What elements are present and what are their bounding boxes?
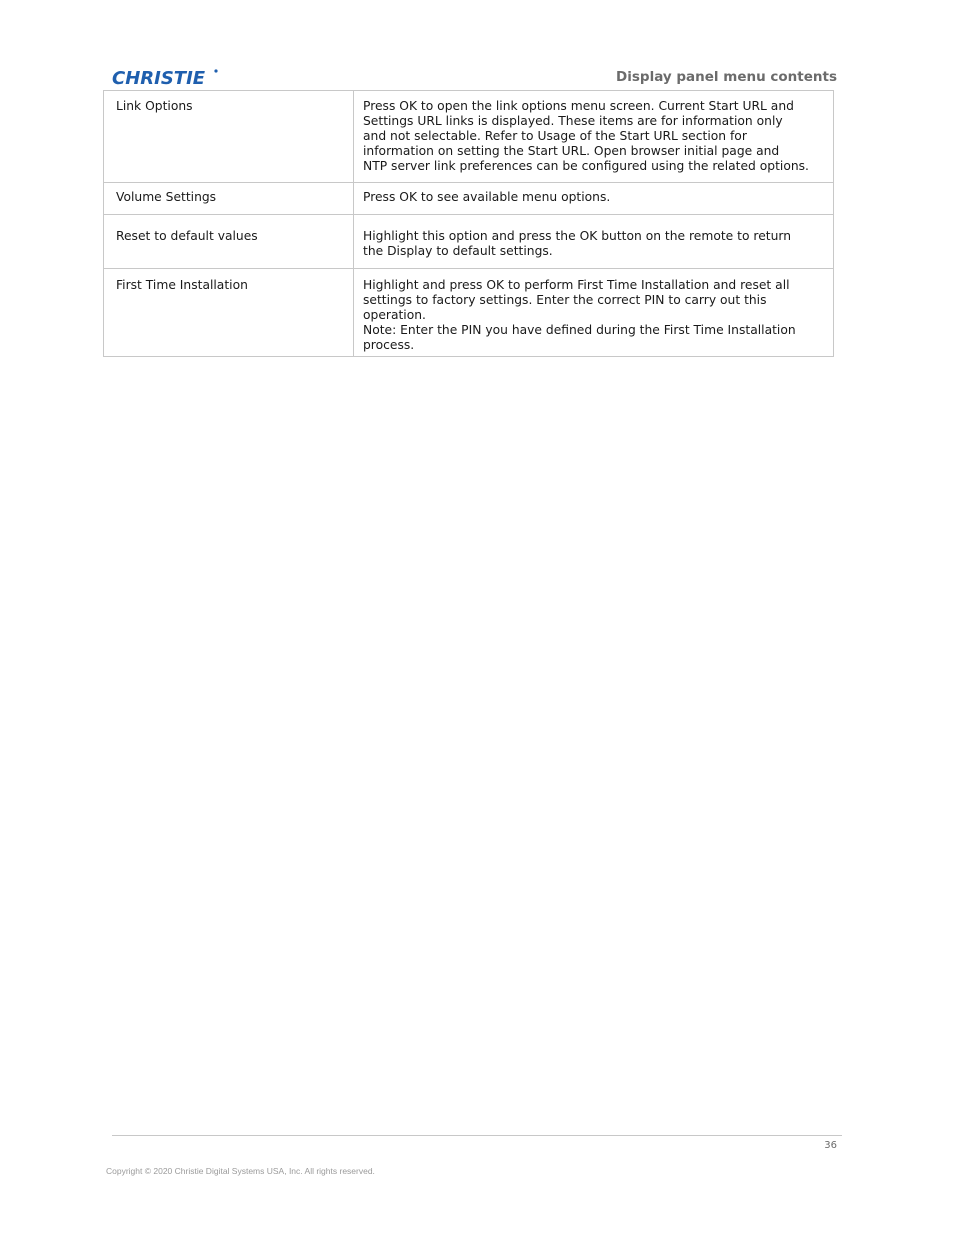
description-line: information on setting the Start URL. Open browser initial page and	[363, 144, 780, 158]
menu-item-cell	[104, 215, 354, 269]
menu-description-cell	[354, 183, 834, 215]
description-line: operation.	[363, 308, 426, 322]
table-row	[104, 91, 834, 183]
table-row	[104, 269, 834, 357]
logo-wordmark: CHRISTIE	[112, 68, 206, 88]
menu-description-cell	[354, 215, 834, 269]
description-line: process.	[363, 338, 415, 352]
copyright-notice: Copyright © 2020 Christie Digital Systems USA, Inc. All rights reserved.	[106, 1166, 375, 1176]
table-row	[104, 215, 834, 269]
menu-item-name: Link Options	[116, 99, 193, 113]
description-line: Highlight and press OK to perform First Time Installation and reset all	[363, 278, 790, 292]
menu-item-cell	[104, 91, 354, 183]
description-line: NTP server link preferences can be configured using the related options.	[363, 159, 809, 173]
description-line: settings to factory settings. Enter the correct PIN to carry out this	[363, 293, 767, 307]
description-line: the Display to default settings.	[363, 244, 553, 258]
section-title: Display panel menu contents	[616, 69, 837, 85]
menu-item-name: First Time Installation	[116, 278, 248, 292]
menu-item-cell	[104, 183, 354, 215]
christie-logo-icon	[112, 66, 222, 88]
menu-contents-table	[103, 90, 834, 357]
menu-description-cell	[354, 269, 834, 357]
table-row	[104, 183, 834, 215]
description-line: Settings URL links is displayed. These items are for information only	[363, 114, 783, 128]
logo-registered-mark	[214, 69, 217, 72]
menu-description-cell	[354, 91, 834, 183]
description-line: Highlight this option and press the OK button on the remote to return	[363, 229, 792, 243]
page-number: 36	[824, 1140, 837, 1151]
description-line: Press OK to see available menu options.	[363, 190, 611, 204]
description-line: Press OK to open the link options menu screen. Current Start URL and	[363, 99, 794, 113]
description-line: Note: Enter the PIN you have defined during the First Time Installation	[363, 323, 796, 337]
description-line: and not selectable. Refer to Usage of the Start URL section for	[363, 129, 747, 143]
footer-divider	[112, 1135, 842, 1136]
christie-logo	[112, 66, 222, 88]
menu-item-cell	[104, 269, 354, 357]
menu-item-name: Reset to default values	[116, 229, 258, 243]
menu-item-name: Volume Settings	[116, 190, 217, 204]
